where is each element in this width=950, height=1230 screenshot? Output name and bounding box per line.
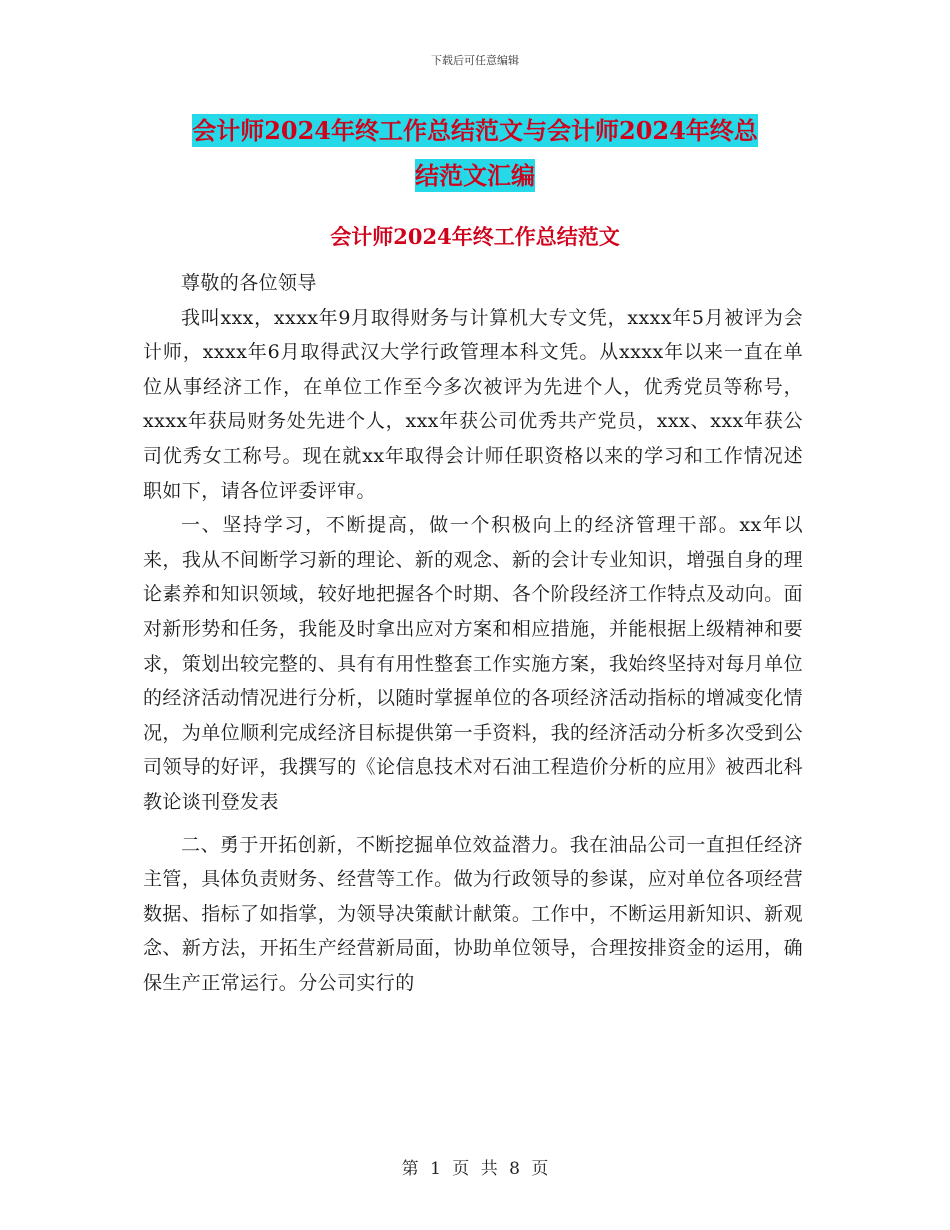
body-text — [143, 266, 803, 1000]
document-title — [150, 108, 800, 198]
page-footer: 第 1 页 共 8 页 — [401, 1159, 549, 1179]
paragraph-section-2: 二、勇于开拓创新，不断挖掘单位效益潜力。我在油品公司一直担任经济主管，具体负责财务、经营等工作。做为行政领导的参谋，应对单位各项经营数据、指标了如指掌，为领导决策献计献策。工作中，不断运用新知识、新观念、新方法，开拓生产经营新局面，协助单位领导，合理按排资金的运用，确保生产正常运行。分公司实行的 — [143, 833, 803, 994]
paragraph-section-1: 一、坚持学习，不断提高，做一个积极向上的经济管理干部。xx年以来，我从不间断学习新的理论、新的观念、新的会计专业知识，增强自身的理论素养和知识领域，较好地把握各个时期、各个阶段经济工作特点及动向。面对新形势和任务，我能及时拿出应对方案和相应措施，并能根据上级精神和要求，策划出较完整的、具有有用性整套工作实施方案，我始终坚持对每月单位的经济活动情况进行分析，以随时掌握单位的各项经济活动指标的增减变化情况，为单位顺利完成经济目标提供第一手资料，我的经济活动分析多次受到公司领导的好评，我撰写的《论信息技术对石油工程造价分析的应用》被西北科教论谈刊登发表 — [143, 514, 803, 813]
paragraph-intro: 我叫xxx，xxxx年9月取得财务与计算机大专文凭，xxxx年5月被评为会计师，xxxx年6月取得武汉大学行政管理本科文凭。从xxxx年以来一直在单位从事经济工作，在单位工作至今多次被评为先进个人，优秀党员等称号，xxxx年获局财务处先进个人，xxx年获公司优秀共产党员，xxx、xxx年获公司优秀女工称号。现在就xx年取得会计师任职资格以来的学习和工作情况述职如下，请各位评委评审。 — [143, 306, 803, 502]
section-title: 会计师2024年终工作总结范文 — [330, 224, 620, 249]
title-line-1: 会计师2024年终工作总结范文与会计师2024年终总 — [192, 116, 758, 145]
title-line-2: 结范文汇编 — [415, 161, 535, 190]
salutation: 尊敬的各位领导 — [181, 272, 317, 294]
header-note: 下载后可任意编辑 — [431, 54, 519, 67]
